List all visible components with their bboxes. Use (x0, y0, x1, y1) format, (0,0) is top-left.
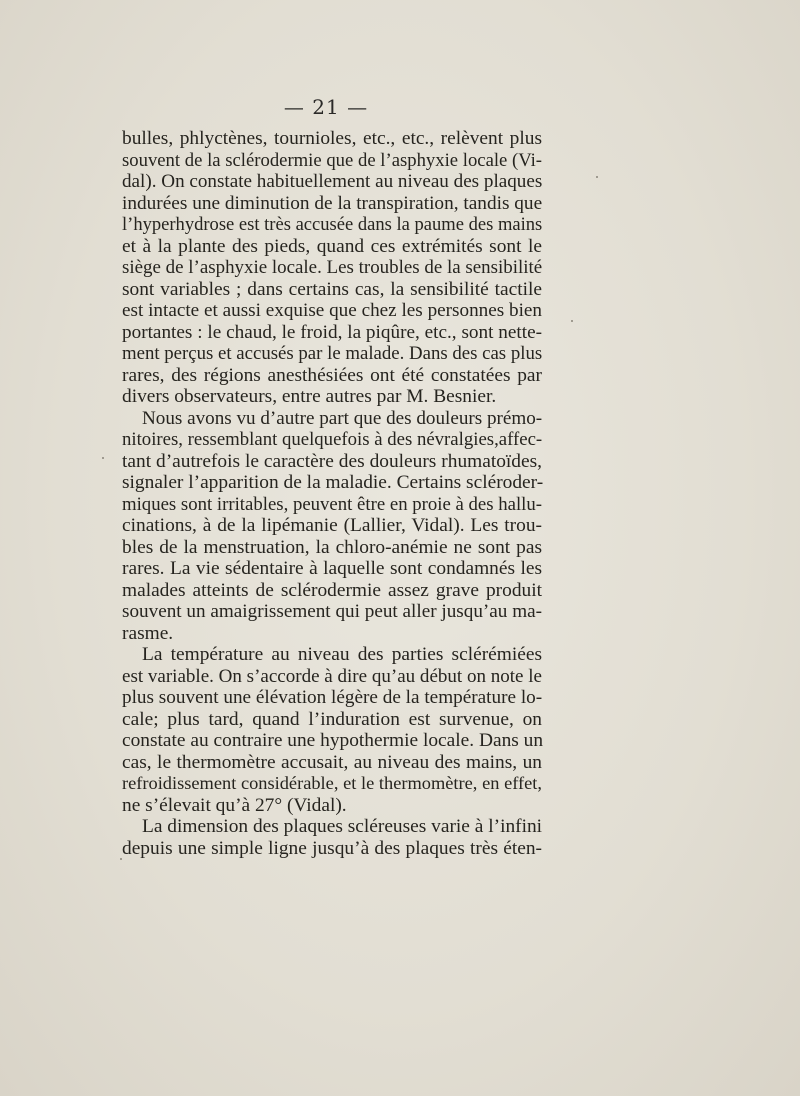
text-line: cale; plus tard, quand l’induration est survenue, on (122, 708, 542, 730)
text-line: est intacte et aussi exquise que chez les personnes bien (122, 300, 542, 321)
text-line: plus souvent une élévation légère de la température lo- (122, 687, 543, 708)
text-line: sont variables ; dans certains cas, la sensibilité tactile (122, 278, 542, 300)
text-line: rares, des régions anesthésiées ont été constatées par (122, 364, 542, 386)
text-line: souvent de la sclérodermie que de l’asphyxie locale (Vi- (122, 149, 542, 171)
text-line: siège de l’asphyxie locale. Les troubles de la sensibilité (122, 257, 543, 278)
text-line: bulles, phlyctènes, tournioles, etc., etc., relèvent plus (122, 128, 542, 149)
text-line: et à la plante des pieds, quand ces extrémités sont le (122, 235, 542, 257)
text-line: bles de la menstruation, la chloro-anémie ne sont pas (122, 536, 542, 558)
text-line: La dimension des plaques scléreuses varie à l’infini (142, 816, 543, 837)
text-line: souvent un amaigrissement qui peut aller jusqu’au ma- (122, 601, 542, 622)
text-line: malades atteints de sclérodermie assez grave produit (122, 579, 542, 601)
paper-speck (571, 320, 573, 322)
text-line: constate au contraire une hypothermie locale. Dans un (122, 730, 544, 751)
text-line: ne s’élevait qu’à 27° (Vidal). (122, 794, 347, 816)
paper-speck (102, 457, 104, 459)
text-line: l’hyperhydrose est très accusée dans la paume des mains (122, 214, 543, 235)
text-line: indurées une diminution de la transpiration, tandis que (122, 192, 543, 214)
text-line: est variable. On s’accorde à dire qu’au début on note le (122, 665, 542, 687)
text-line: cas, le thermomètre accusait, au niveau des mains, un (122, 751, 542, 773)
text-line: ment perçus et accusés par le malade. Dans des cas plus (122, 343, 543, 364)
text-line: Nous avons vu d’autre part que des douleurs prémo- (142, 407, 543, 429)
paper-speck (120, 858, 122, 860)
text-line: depuis une simple ligne jusqu’à des plaques très éten- (122, 837, 542, 859)
text-line: signaler l’apparition de la maladie. Certains scléroder- (122, 472, 544, 493)
text-line: tant d’autrefois le caractère des douleurs rhumatoïdes, (122, 450, 542, 472)
text-line: rasme. (122, 622, 174, 644)
text-line: La température au niveau des parties sclérémiées (142, 644, 542, 665)
text-line: portantes : le chaud, le froid, la piqûre, etc., sont nette- (122, 321, 542, 343)
body-text (122, 128, 542, 859)
text-line: miques sont irritables, peuvent être en proie à des hallu- (122, 493, 543, 515)
text-line: divers observateurs, entre autres par M. Besnier. (122, 386, 497, 407)
text-line: refroidissement considérable, et le thermomètre, en effet, (122, 773, 542, 793)
text-line: nitoires, ressemblant quelquefois à des névralgies,affec- (122, 429, 543, 450)
text-line: cinations, à de la lipémanie (Lallier, Vidal). Les trou- (122, 515, 542, 536)
page-number: — 21 — (283, 95, 369, 119)
text-line: rares. La vie sédentaire à laquelle sont condamnés les (122, 558, 542, 579)
paper-speck (596, 176, 598, 178)
text-line: dal). On constate habituellement au niveau des plaques (122, 171, 543, 192)
